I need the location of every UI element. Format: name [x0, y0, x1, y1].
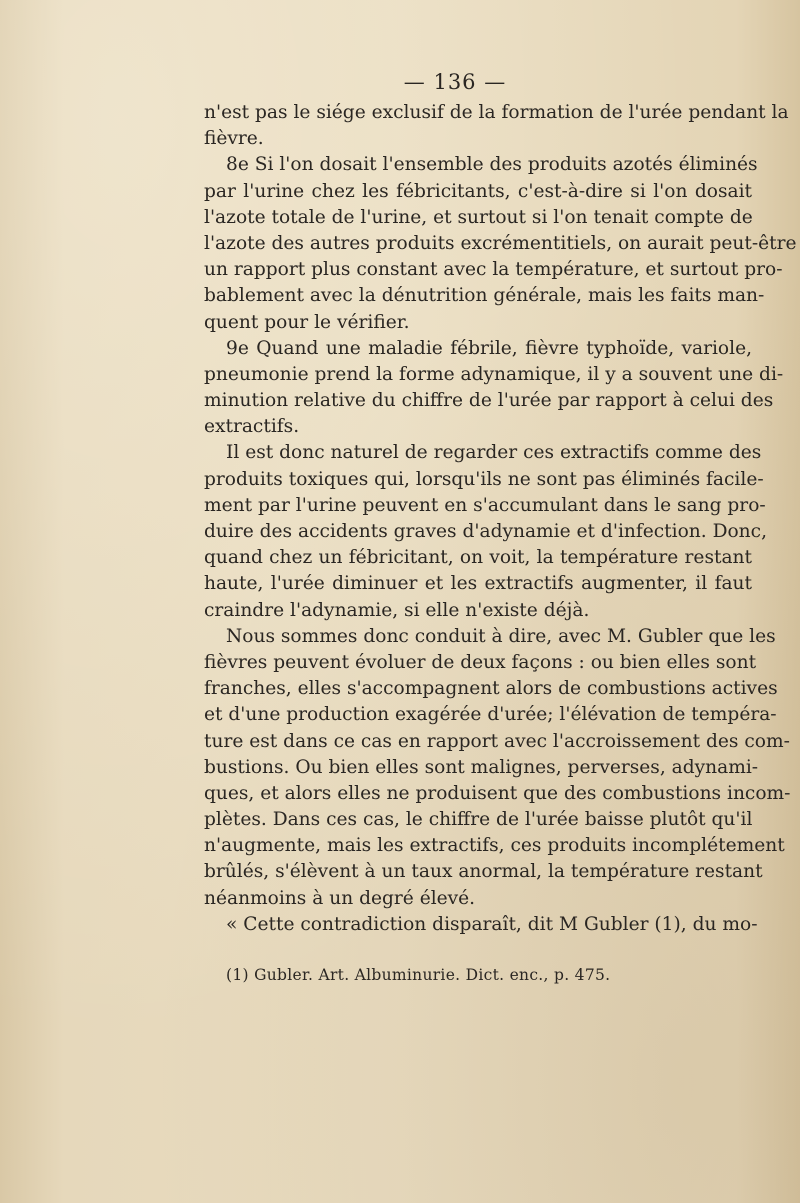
- text-line: produits toxiques qui, lorsqu'ils ne sont pas éliminés facile-: [204, 468, 764, 490]
- text-line: pneumonie prend la forme adynamique, il y a souvent une di-: [204, 363, 784, 385]
- text-line: duire des accidents graves d'adynamie et d'infection. Donc,: [204, 521, 767, 542]
- text-line: 8e Si l'on dosait l'ensemble des produits azotés éliminés: [226, 154, 758, 176]
- text-line: quent pour le vérifier.: [204, 311, 410, 333]
- text-line: « Cette contradiction disparaît, dit M Gubler (1), du mo-: [226, 913, 758, 935]
- text-line: par l'urine chez les fébricitants, c'est-à-dire si l'on dosait: [204, 180, 752, 202]
- text-line: franches, elles s'accompagnent alors de combustions actives: [204, 678, 778, 700]
- text-line: fièvres peuvent évoluer de deux façons : ou bien elles sont: [204, 651, 757, 673]
- text-line: plètes. Dans ces cas, le chiffre de l'urée baisse plutôt qu'il: [204, 809, 753, 831]
- text-line: n'augmente, mais les extractifs, ces produits incomplétement: [204, 835, 785, 857]
- text-line: n'est pas le siége exclusif de la formation de l'urée pendant la: [204, 102, 789, 123]
- text-line: brûlés, s'élèvent à un taux anormal, la température restant: [204, 861, 763, 883]
- text-line: extractifs.: [204, 416, 300, 438]
- text-line: un rapport plus constant avec la température, et surtout pro-: [204, 259, 783, 281]
- text-line: 9e Quand une maladie fébrile, fièvre typhoïde, variole,: [226, 337, 752, 359]
- text-line: ture est dans ce cas en rapport avec l'accroissement des com-: [204, 730, 790, 752]
- text-line: néanmoins à un degré élevé.: [204, 887, 476, 909]
- text-line: Nous sommes donc conduit à dire, avec M. Gubler que les: [226, 625, 776, 647]
- text-line: ment par l'urine peuvent en s'accumulant dans le sang pro-: [204, 494, 766, 516]
- text-line: haute, l'urée diminuer et les extractifs augmenter, il faut: [204, 573, 752, 595]
- text-line: Il est donc naturel de regarder ces extractifs comme des: [226, 442, 762, 464]
- page-number: — 136 —: [403, 70, 507, 94]
- text-line: l'azote des autres produits excrémentitiels, on aurait peut-être: [204, 232, 797, 254]
- text-line: et d'une production exagérée d'urée; l'élévation de tempéra-: [204, 704, 777, 726]
- text-line: l'azote totale de l'urine, et surtout si l'on tenait compte de: [204, 206, 753, 228]
- text-line: craindre l'adynamie, si elle n'existe déjà.: [204, 599, 590, 621]
- text-line: ques, et alors elles ne produisent que des combustions incom-: [204, 782, 791, 804]
- footnote: (1) Gubler. Art. Albuminurie. Dict. enc., p. 475.: [226, 966, 611, 984]
- text-line: minution relative du chiffre de l'urée par rapport à celui des: [204, 390, 774, 412]
- body-text: [204, 100, 797, 938]
- text-line: quand chez un fébricitant, on voit, la température restant: [204, 547, 752, 569]
- text-line: bustions. Ou bien elles sont malignes, perverses, adynami-: [204, 756, 759, 778]
- text-line: bablement avec la dénutrition générale, mais les faits man-: [204, 285, 765, 307]
- text-line: fièvre.: [204, 128, 264, 150]
